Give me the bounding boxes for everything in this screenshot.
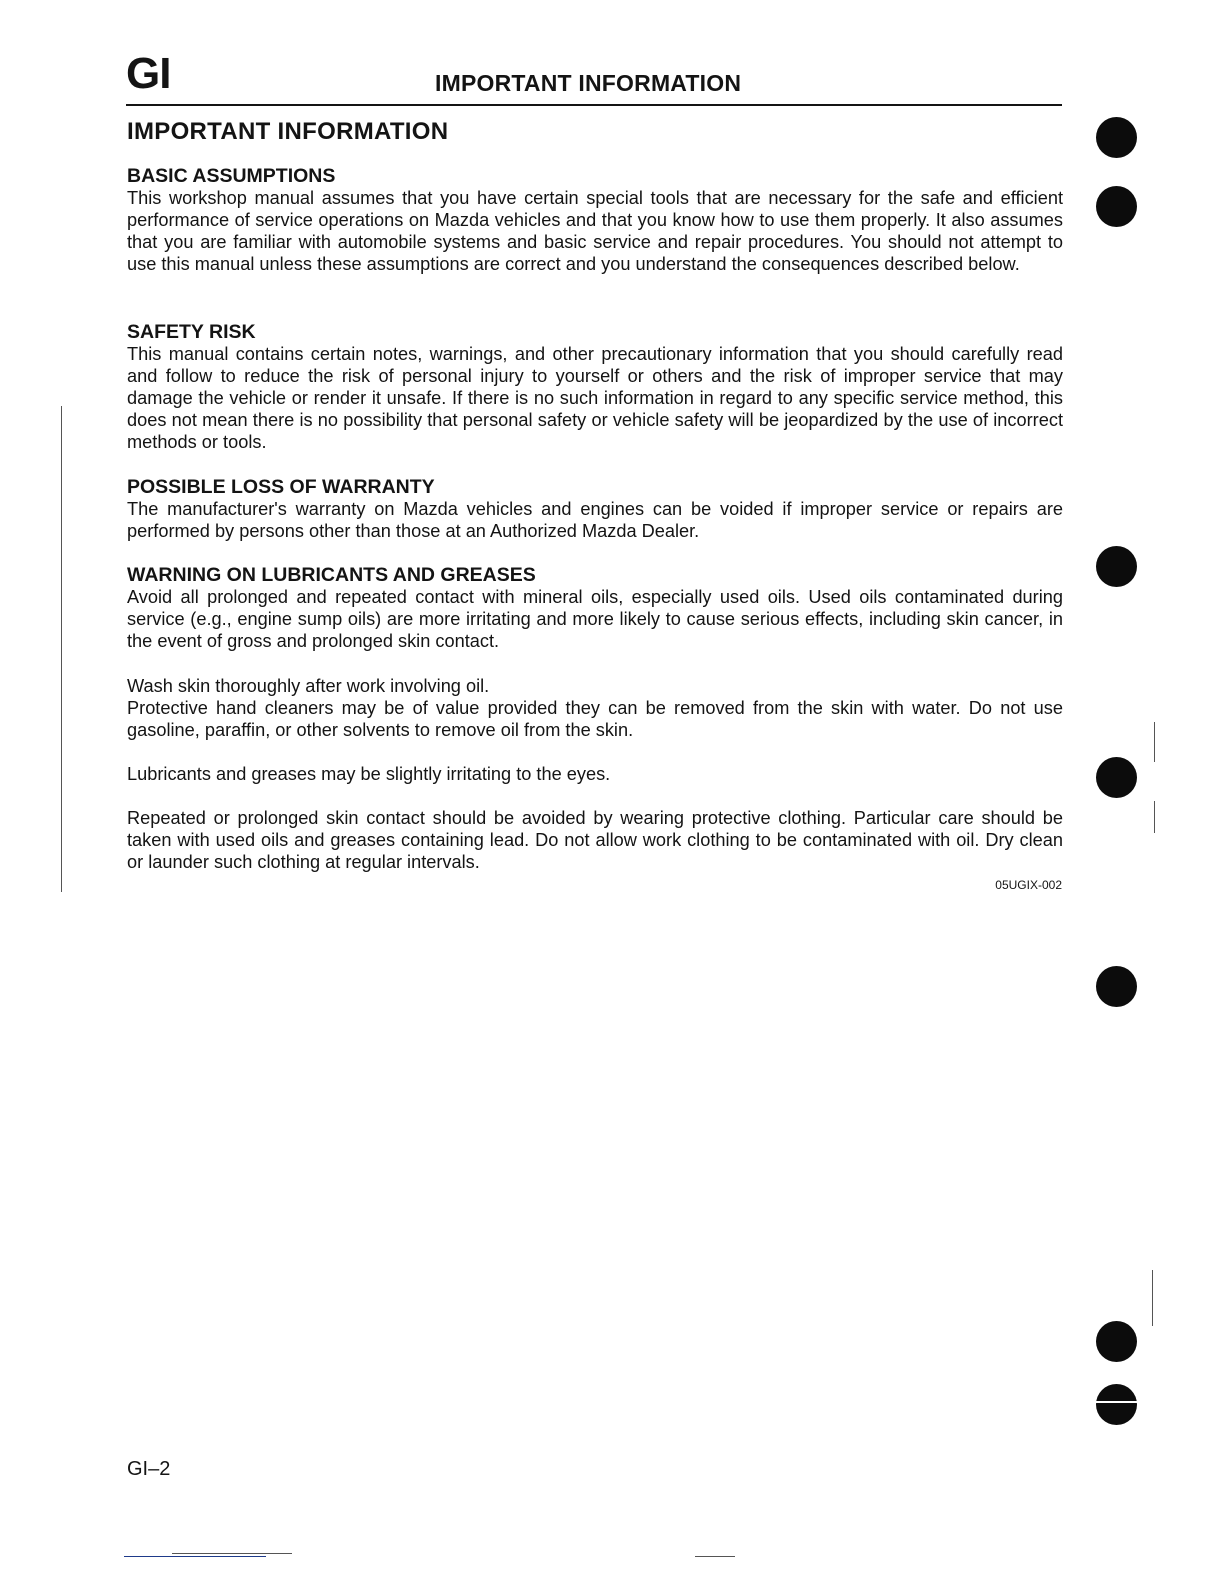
document-id: 05UGIX-002	[995, 878, 1062, 892]
section-heading: POSSIBLE LOSS OF WARRANTY	[127, 476, 435, 498]
wash-note: Wash skin thoroughly after work involving oil.	[127, 676, 490, 696]
punch-hole-icon	[1096, 757, 1137, 798]
scan-bottom-line	[124, 1556, 266, 1557]
clothing-note: Repeated or prolonged skin contact should be avoided by wearing protective clothing. Particular care should be taken with used oils and greases containing lead. Do not allow work clothing to be contaminated with oil. Dry clean or launder such clothing at regular intervals.	[127, 808, 1063, 872]
eyes-note: Lubricants and greases may be slightly irritating to the eyes.	[127, 764, 611, 784]
section-heading: WARNING ON LUBRICANTS AND GREASES	[127, 564, 536, 586]
scan-edge-line	[61, 406, 62, 892]
scan-bottom-line	[172, 1553, 292, 1554]
scan-edge-line	[1154, 801, 1155, 833]
section-heading: BASIC ASSUMPTIONS	[127, 165, 336, 187]
running-title: IMPORTANT INFORMATION	[435, 70, 742, 96]
page-number: GI–2	[127, 1458, 171, 1480]
scan-edge-line	[1154, 722, 1155, 762]
punch-hole-icon	[1096, 117, 1137, 158]
scan-edge-line	[1152, 1270, 1153, 1326]
section-body: Avoid all prolonged and repeated contact with mineral oils, especially used oils. Used oils contaminated during service (e.g., engine sump oils) are more irritating and more likely to cause serious effects, including skin cancer, in the event of gross and prolonged skin contact.	[127, 587, 1063, 651]
section-body: This workshop manual assumes that you have certain special tools that are necessary for the safe and efficient performance of service operations on Mazda vehicles and that you know how to use them properly. It also assumes that you are familiar with automobile systems and basic service and repair procedures. You should not attempt to use this manual unless these assumptions are correct and you understand the consequences described below.	[127, 188, 1063, 274]
lubricants-eyes	[127, 763, 1063, 785]
punch-hole-icon	[1096, 186, 1137, 227]
punch-hole-icon	[1096, 1321, 1137, 1362]
cleaners-note: Protective hand cleaners may be of value provided they can be removed from the skin with water. Do not use gasoline, paraffin, or other solvents to remove oil from the skin.	[127, 698, 1063, 740]
section-warranty	[127, 476, 1063, 542]
lubricants-hygiene	[127, 675, 1063, 741]
section-safety-risk	[127, 321, 1063, 453]
scan-bottom-line	[695, 1556, 735, 1557]
section-body: The manufacturer's warranty on Mazda vehicles and engines can be voided if improper service or repairs are performed by persons other than those at an Authorized Mazda Dealer.	[127, 499, 1063, 541]
page-heading: IMPORTANT INFORMATION	[127, 118, 449, 145]
section-lubricants	[127, 564, 1063, 652]
section-body: This manual contains certain notes, warnings, and other precautionary information that you should carefully read and follow to reduce the risk of personal injury to yourself or others and the risk of improper service that may damage the vehicle or render it unsafe. If there is no such information in regard to any specific service method, this does not mean there is no possibility that personal safety or vehicle safety will be jeopardized by the use of incorrect methods or tools.	[127, 344, 1063, 452]
section-heading: SAFETY RISK	[127, 321, 256, 343]
punch-hole-icon	[1096, 966, 1137, 1007]
section-code: GI	[126, 49, 171, 98]
punch-hole-icon	[1096, 546, 1137, 587]
section-basic-assumptions	[127, 165, 1063, 275]
lubricants-clothing	[127, 807, 1063, 873]
header-rule	[126, 104, 1062, 106]
punch-hole-icon	[1096, 1384, 1137, 1425]
